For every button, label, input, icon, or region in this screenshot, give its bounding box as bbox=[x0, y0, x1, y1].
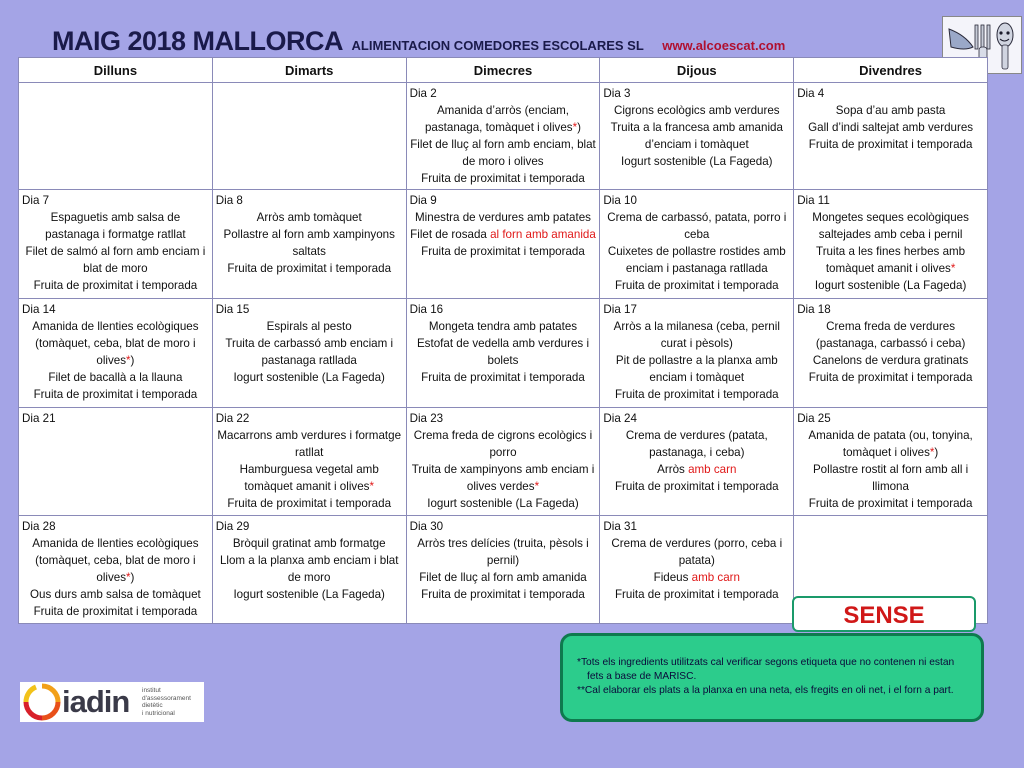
dish-text: Truita de xampinyons amb enciam i olives verdes bbox=[411, 463, 595, 493]
dish-text: Pollastre al forn amb xampinyons saltats bbox=[223, 228, 395, 258]
dish-text: Fruita de proximitat i temporada bbox=[33, 279, 198, 292]
menu-cell bbox=[794, 299, 988, 408]
menu-cell bbox=[19, 516, 213, 624]
week-row bbox=[19, 408, 988, 516]
dish-line bbox=[797, 461, 984, 495]
dish-text: Crema de verdures (patata, pastanaga, i ceba) bbox=[625, 429, 768, 459]
iadin-wordmark: iadin bbox=[62, 684, 130, 719]
day-label: Dia 15 bbox=[215, 303, 250, 316]
dish-text: Arròs bbox=[657, 463, 689, 476]
dish-line bbox=[216, 495, 403, 512]
dish-line bbox=[216, 535, 403, 552]
dish-highlight: * bbox=[572, 121, 578, 134]
dish-text: Fruita de proximitat i temporada bbox=[808, 371, 973, 384]
dish-text: Sopa d’au amb pasta bbox=[835, 104, 946, 117]
dish-text: Arròs tres delícies (truita, pèsols i pernil) bbox=[417, 537, 589, 567]
dish-line bbox=[410, 535, 597, 569]
day-label: Dia 29 bbox=[215, 520, 250, 533]
dish-line bbox=[216, 318, 403, 335]
menu-cell bbox=[212, 408, 406, 516]
dish-line bbox=[603, 478, 790, 495]
menu-cell bbox=[19, 299, 213, 408]
dish-text: ) bbox=[577, 121, 581, 134]
dish-text: Fruita de proximitat i temporada bbox=[227, 262, 392, 275]
dish-text: Cuixetes de pollastre rostides amb enciam i pastanaga ratllada bbox=[607, 245, 786, 275]
dish-text: Fruita de proximitat i temporada bbox=[33, 388, 198, 401]
dish-text: Fruita de proximitat i temporada bbox=[808, 497, 973, 510]
dish-text: Truita de carbassó amb enciam i pastanaga ratllada bbox=[225, 337, 394, 367]
dish-line bbox=[216, 226, 403, 260]
dish-line bbox=[410, 569, 597, 586]
dish-line bbox=[410, 170, 597, 187]
menu-cell bbox=[19, 190, 213, 299]
day-label: Dia 16 bbox=[409, 303, 444, 316]
day-label: Dia 9 bbox=[409, 194, 437, 207]
dish-line bbox=[410, 335, 597, 369]
day-label: Dia 8 bbox=[215, 194, 243, 207]
dish-line bbox=[410, 136, 597, 170]
dish-highlight: amb carn bbox=[691, 571, 740, 584]
dish-line bbox=[603, 102, 790, 119]
day-label: Dia 21 bbox=[22, 412, 56, 425]
col-header-dijous: Dijous bbox=[600, 58, 794, 83]
dish-text: Amanida de llenties ecològiques (tomàquet, ceba, blat de moro i olives bbox=[32, 320, 199, 367]
col-header-dilluns: Dilluns bbox=[19, 58, 213, 83]
dish-text: Llom a la planxa amb enciam i blat de moro bbox=[219, 554, 399, 584]
dish-line bbox=[797, 352, 984, 369]
weekly-menu-table bbox=[18, 57, 988, 624]
menu-cell bbox=[212, 299, 406, 408]
menu-cell bbox=[212, 83, 406, 190]
dish-text: Arròs amb tomàquet bbox=[256, 211, 362, 224]
dish-text: Filet de salmó al forn amb enciam i blat de moro bbox=[25, 245, 206, 275]
day-label: Dia 17 bbox=[603, 303, 637, 316]
dish-text: Bròquil gratinat amb formatge bbox=[232, 537, 386, 550]
day-label: Dia 14 bbox=[22, 303, 56, 316]
menu-cell bbox=[406, 516, 600, 624]
dish-text: Truita a la francesa amb amanida d’enciam i tomàquet bbox=[610, 121, 783, 151]
dish-text: Estofat de vedella amb verdures i bolets bbox=[416, 337, 590, 367]
sense-marisc-badge: SENSE bbox=[792, 596, 976, 632]
menu-cell bbox=[212, 190, 406, 299]
day-label: Dia 10 bbox=[603, 194, 637, 207]
allergen-note-box bbox=[560, 633, 984, 722]
dish-line bbox=[22, 277, 209, 294]
dish-line bbox=[22, 386, 209, 403]
menu-cell bbox=[406, 190, 600, 299]
dish-line bbox=[22, 603, 209, 620]
dish-line bbox=[603, 153, 790, 170]
day-label: Dia 25 bbox=[797, 412, 831, 425]
dish-text: Fruita de proximitat i temporada bbox=[614, 388, 779, 401]
dish-text: ) bbox=[934, 446, 939, 459]
dish-text: Fruita de proximitat i temporada bbox=[421, 588, 585, 601]
dish-highlight: al forn amb amanida bbox=[490, 228, 596, 241]
dish-line bbox=[797, 243, 984, 277]
dish-text: Macarrons amb verdures i formatge ratllat bbox=[217, 429, 402, 459]
dish-text: Iogurt sostenible (La Fageda) bbox=[233, 371, 385, 384]
dish-text: Espaguetis amb salsa de pastanaga i formatge ratllat bbox=[45, 211, 186, 241]
dish-line bbox=[410, 495, 597, 512]
dish-text: Cigrons ecològics amb verdures bbox=[613, 104, 780, 117]
dish-text: ) bbox=[130, 571, 135, 584]
dish-line bbox=[797, 136, 984, 153]
dish-line bbox=[603, 569, 790, 586]
dish-text: Fruita de proximitat i temporada bbox=[614, 279, 779, 292]
day-label: Dia 31 bbox=[603, 520, 637, 533]
dish-highlight: amb carn bbox=[688, 463, 737, 476]
menu-cell bbox=[406, 83, 600, 190]
dish-text: Arròs a la milanesa (ceba, pernil curat i pèsols) bbox=[613, 320, 780, 350]
dish-text: Crema freda de cigrons ecològics i porro bbox=[413, 429, 593, 459]
dish-line bbox=[603, 243, 790, 277]
dish-line bbox=[410, 318, 597, 335]
dish-line bbox=[797, 318, 984, 352]
tagline-line: i nutricional bbox=[142, 709, 175, 717]
dish-line bbox=[216, 586, 403, 603]
dish-text: Iogurt sostenible (La Fageda) bbox=[814, 279, 967, 292]
dish-text: Espirals al pesto bbox=[266, 320, 352, 333]
dish-line bbox=[216, 335, 403, 369]
menu-cell bbox=[600, 299, 794, 408]
dish-text: Filet de lluç al forn amb amanida bbox=[419, 571, 587, 584]
day-label: Dia 28 bbox=[22, 520, 56, 533]
menu-cell bbox=[794, 190, 988, 299]
day-label: Dia 30 bbox=[409, 520, 444, 533]
dish-line bbox=[603, 119, 790, 153]
dish-line bbox=[216, 552, 403, 586]
dish-text: Ous durs amb salsa de tomàquet bbox=[30, 588, 201, 601]
dish-line bbox=[797, 427, 984, 461]
menu-cell bbox=[19, 408, 213, 516]
dish-text: Amanida de llenties ecològiques (tomàquet, ceba, blat de moro i olives bbox=[32, 537, 199, 584]
dish-line bbox=[797, 277, 984, 294]
tagline-line: institut bbox=[142, 687, 161, 694]
day-label: Dia 2 bbox=[409, 87, 437, 100]
note-line: fets a base de MARISC. bbox=[587, 671, 697, 682]
dish-text: Canelons de verdura gratinats bbox=[812, 354, 969, 367]
dish-text: Crema de verdures (porro, ceba i patata) bbox=[611, 537, 783, 567]
dish-text: Pit de pollastre a la planxa amb enciam i tomàquet bbox=[615, 354, 778, 384]
dish-line bbox=[410, 586, 597, 603]
weekday-header-row bbox=[19, 58, 988, 83]
day-label: Dia 7 bbox=[22, 194, 50, 207]
menu-cell bbox=[600, 408, 794, 516]
day-label: Dia 23 bbox=[409, 412, 444, 425]
dish-line bbox=[603, 586, 790, 603]
dish-line bbox=[410, 102, 597, 136]
page-title-bar bbox=[52, 26, 785, 56]
iadin-tagline bbox=[142, 687, 191, 717]
note-line: *Tots els ingredients utilitzats cal verificar segons etiqueta que no contenen ni estan bbox=[577, 657, 955, 668]
dish-highlight: * bbox=[950, 262, 956, 275]
menu-cell bbox=[212, 516, 406, 624]
dish-line bbox=[216, 427, 403, 461]
menu-cell bbox=[794, 83, 988, 190]
dish-line bbox=[22, 318, 209, 369]
dish-line bbox=[216, 461, 403, 495]
dish-line bbox=[22, 586, 209, 603]
dish-text: Iogurt sostenible (La Fageda) bbox=[427, 497, 579, 510]
week-row bbox=[19, 83, 988, 190]
dish-line bbox=[410, 226, 597, 243]
dish-text: Amanida de patata (ou, tonyina, tomàquet i olives bbox=[808, 429, 973, 459]
menu-cell bbox=[406, 299, 600, 408]
dish-line bbox=[410, 427, 597, 461]
col-header-dimarts: Dimarts bbox=[212, 58, 406, 83]
iadin-logo bbox=[20, 682, 204, 722]
dish-line bbox=[216, 209, 403, 226]
dish-text: Hamburguesa vegetal amb tomàquet amanit i olives bbox=[239, 463, 379, 493]
menu-cell bbox=[600, 190, 794, 299]
day-label: Dia 3 bbox=[603, 87, 631, 100]
col-header-dimecres: Dimecres bbox=[406, 58, 600, 83]
dish-line bbox=[216, 260, 403, 277]
page-subtitle: ALIMENTACION COMEDORES ESCOLARES SL bbox=[351, 38, 644, 53]
dish-text: Fideus bbox=[653, 571, 692, 584]
dish-line bbox=[410, 461, 597, 495]
menu-cell bbox=[19, 83, 213, 190]
day-label: Dia 4 bbox=[797, 87, 825, 100]
col-header-divendres: Divendres bbox=[794, 58, 988, 83]
iadin-ring-icon bbox=[22, 682, 62, 722]
website-link[interactable]: www.alcoescat.com bbox=[662, 38, 786, 53]
dish-text: Minestra de verdures amb patates bbox=[415, 211, 591, 224]
tagline-line: dietètic bbox=[142, 702, 163, 709]
dish-text: Iogurt sostenible (La Fageda) bbox=[233, 588, 385, 601]
dish-highlight: * bbox=[929, 446, 935, 459]
dish-text: Crema freda de verdures (pastanaga, carbassó i ceba) bbox=[815, 320, 966, 350]
dish-line bbox=[797, 119, 984, 136]
dish-text: Truita a les fines herbes amb tomàquet amanit i olives bbox=[816, 245, 966, 275]
dish-text: Fruita de proximitat i temporada bbox=[421, 172, 585, 185]
dish-line bbox=[603, 277, 790, 294]
dish-text: Fruita de proximitat i temporada bbox=[421, 245, 585, 258]
dish-line bbox=[22, 369, 209, 386]
dish-text: Gall d’indi saltejat amb verdures bbox=[808, 121, 974, 134]
menu-cell bbox=[406, 408, 600, 516]
dish-line bbox=[797, 369, 984, 386]
note-line: **Cal elaborar els plats a la planxa en una neta, els fregits en oli net, i el forn a part. bbox=[577, 685, 954, 696]
day-label: Dia 18 bbox=[797, 303, 831, 316]
dish-text: Filet de bacallà a la llauna bbox=[48, 371, 183, 384]
dish-line bbox=[410, 209, 597, 226]
dish-text: Fruita de proximitat i temporada bbox=[33, 605, 198, 618]
dish-text: ) bbox=[130, 354, 135, 367]
dish-text: Crema de carbassó, patata, porro i ceba bbox=[607, 211, 787, 241]
menu-cell bbox=[600, 83, 794, 190]
dish-line bbox=[603, 427, 790, 461]
dish-line bbox=[603, 386, 790, 403]
day-label: Dia 11 bbox=[797, 194, 830, 207]
week-row bbox=[19, 190, 988, 299]
dish-text: Pollastre rostit al forn amb all i llimona bbox=[812, 463, 969, 493]
dish-line bbox=[410, 243, 597, 260]
dish-text: Fruita de proximitat i temporada bbox=[614, 480, 779, 493]
dish-line bbox=[603, 461, 790, 478]
dish-text: Filet de rosada bbox=[410, 228, 491, 241]
dish-line bbox=[797, 102, 984, 119]
dish-line bbox=[216, 369, 403, 386]
dish-text: Fruita de proximitat i temporada bbox=[808, 138, 973, 151]
dish-line bbox=[603, 535, 790, 569]
tagline-line: d'assessorament bbox=[142, 694, 191, 702]
dish-highlight: * bbox=[126, 571, 131, 584]
dish-highlight: * bbox=[126, 354, 131, 367]
dish-text: Mongeta tendra amb patates bbox=[428, 320, 578, 333]
dish-line bbox=[603, 352, 790, 386]
dish-highlight: * bbox=[534, 480, 540, 493]
day-label: Dia 22 bbox=[215, 412, 250, 425]
dish-text: Amanida d’arròs (enciam, pastanaga, tomàquet i olives bbox=[424, 104, 573, 134]
dish-text: Fruita de proximitat i temporada bbox=[227, 497, 392, 510]
day-label: Dia 24 bbox=[603, 412, 637, 425]
dish-highlight: * bbox=[369, 480, 374, 493]
dish-line bbox=[797, 209, 984, 243]
dish-line bbox=[22, 209, 209, 243]
dish-text: Mongetes seques ecològiques saltejades amb ceba i pernil bbox=[812, 211, 969, 241]
dish-text: Iogurt sostenible (La Fageda) bbox=[621, 155, 773, 168]
menu-cell bbox=[794, 408, 988, 516]
dish-line bbox=[22, 535, 209, 586]
dish-line bbox=[797, 495, 984, 512]
dish-text: Filet de lluç al forn amb enciam, blat de moro i olives bbox=[410, 138, 596, 168]
dish-text: Fruita de proximitat i temporada bbox=[614, 588, 779, 601]
page-title: MAIG 2018 MALLORCA bbox=[52, 26, 344, 56]
dish-line bbox=[22, 243, 209, 277]
dish-line bbox=[603, 318, 790, 352]
dish-line bbox=[603, 209, 790, 243]
menu-cell bbox=[600, 516, 794, 624]
week-row bbox=[19, 299, 988, 408]
dish-line bbox=[410, 369, 597, 386]
dish-text: Fruita de proximitat i temporada bbox=[421, 371, 585, 384]
